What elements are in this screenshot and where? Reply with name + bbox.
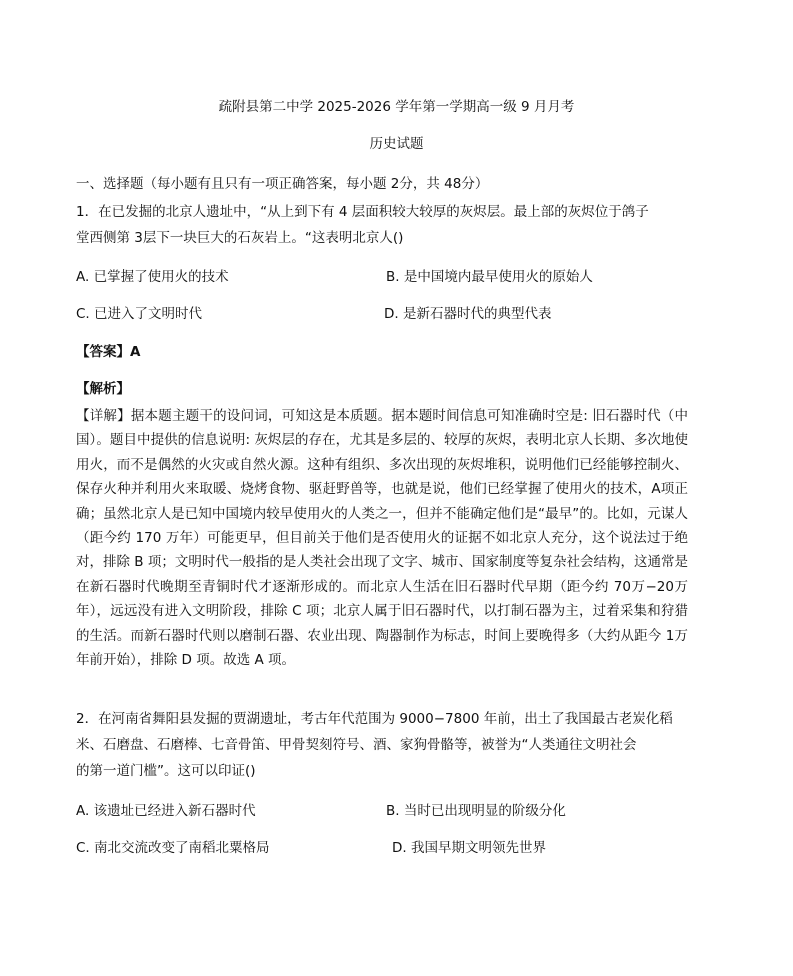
- section-heading: 一、选择题（每小题有且只有一项正确答案，每小题 2分，共 48分）: [76, 176, 489, 192]
- q1-analysis-text: 【详解】据本题主题干的设问词，可知这是本质题。据本题时间信息可知准确时空是: 旧石器时代（中国）。题目中提供的信息说明: 灰烬层的存在，尤其是多层的、较厚的灰烬，表明北京人长期、多次地使用火，而不是偶然的火灾或自然火源。这种有组织、多次出现的灰烬堆积，说明他们已经能够控制火、保存火种并利用火来取暖、烧烤食物、驱赶野兽等，也就是说，他们已经掌握了使用火的技术，A项正确；虽然北京人是已知中国境内较早使用火的人类之一，但并不能确定他们是“最早”的。比如，元谋人（距今约 170 万年）可能更早，但目前关于他们是否使用火的证据不如北京人充分，这个说法过于绝对，排除 B 项；文明时代一般指的是人类社会出现了文字、城市、国家制度等复杂社会结构，这通常是在新石器时代晚期至青铜时代才逐渐形成的。而北京人生活在旧石器时代早期（距今约 70万−20万年），远远没有进入文明阶段，排除 C 项；北京人属于旧石器时代，以打制石器为主，过着采集和狩猎的生活。而新石器时代则以磨制石器、农业出现、陶器制作为标志，时间上要晚得多（大约从距今 1万年前开始），排除 D 项。故选 A 项。: [76, 408, 688, 669]
- q2-option-c: C. 南北交流改变了南稻北粟格局: [76, 840, 270, 856]
- q1-option-d: D. 是新石器时代的典型代表: [384, 306, 552, 322]
- q1-answer: 【答案】A: [76, 344, 141, 360]
- q2-stem-line-3: 的第一道门槛”。这可以印证(): [76, 763, 256, 779]
- exam-title: 疏附县第二中学 2025-2026 学年第一学期高一级 9 月月考: [218, 99, 575, 115]
- exam-subtitle: 历史试题: [369, 136, 424, 152]
- q2-option-d: D. 我国早期文明领先世界: [392, 840, 546, 856]
- q2-option-b: B. 当时已出现明显的阶级分化: [386, 803, 566, 819]
- q1-analysis-heading: 【解析】: [76, 381, 130, 397]
- q1-option-c: C. 已进入了文明时代: [76, 306, 203, 322]
- q2-option-a: A. 该遗址已经进入新石器时代: [76, 803, 256, 819]
- q2-stem-line-2: 米、石磨盘、石磨棒、七音骨笛、甲骨契刻符号、酒、家狗骨骼等，被誉为“人类通往文明社会: [76, 737, 637, 753]
- q1-option-a: A. 已掌握了使用火的技术: [76, 269, 229, 285]
- q2-stem-line-1: 2．在河南省舞阳县发掘的贾湖遗址，考古年代范围为 9000−7800 年前，出土了我国最古老炭化稻: [76, 711, 673, 727]
- q1-option-b: B. 是中国境内最早使用火的原始人: [386, 269, 593, 285]
- q1-stem-line-2: 堂西侧第 3层下一块巨大的石灰岩上。“这表明北京人(): [76, 230, 404, 246]
- q1-stem-line-1: 1．在已发掘的北京人遗址中，“从上到下有 4 层面积较大较厚的灰烬层。最上部的灰烬位于鸽子: [76, 204, 649, 220]
